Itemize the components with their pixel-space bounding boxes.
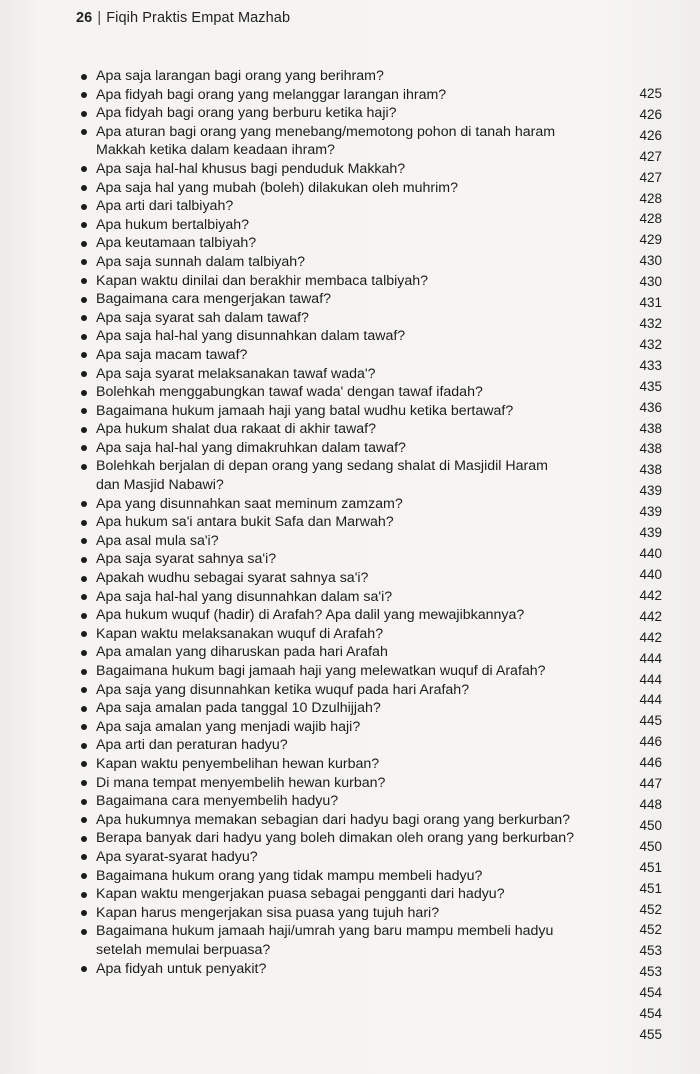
toc-item (80, 569, 600, 588)
toc-item-text: Makkah ketika dalam keadaan ihram? (96, 142, 335, 159)
toc-item-text: Apa hukum wuquf (hadir) di Arafah? Apa dalil yang mewajibkannya? (96, 607, 525, 624)
toc-item-text: Di mana tempat menyembelih hewan kurban? (96, 774, 386, 791)
toc-page-number: 454 (639, 985, 662, 1001)
toc-page-number: 425 (639, 86, 662, 101)
toc-page-number: 444 (639, 650, 662, 666)
toc-item (80, 550, 600, 569)
toc-page-number: 429 (639, 232, 662, 248)
toc-page-number: 453 (639, 964, 662, 980)
toc-item (80, 625, 600, 644)
toc-item (80, 290, 600, 309)
toc-item-text: Bagaimana hukum bagi jamaah haji yang melewatkan wuquf di Arafah? (96, 663, 546, 679)
toc-item-text: Apa saja hal-hal yang disunnahkan dalam tawaf? (96, 328, 406, 345)
toc-item (80, 848, 600, 867)
toc-item-text: Apa amalan yang diharuskan pada hari Arafah (96, 644, 388, 661)
toc-item-text: Kapan waktu mengerjakan puasa sebagai pengganti dari hadyu? (96, 886, 505, 903)
toc-page-number: 428 (639, 190, 662, 206)
toc-page-number: 447 (639, 776, 662, 792)
toc-item (80, 718, 600, 737)
toc-item (80, 420, 600, 439)
toc-item (80, 755, 600, 774)
toc-page-number: 427 (639, 148, 662, 164)
toc-item (80, 867, 600, 886)
toc-page-number: 451 (639, 880, 662, 896)
toc-item-text: Apa keutamaan talbiyah? (96, 235, 257, 252)
toc-item (80, 439, 600, 458)
toc-item-text: Apa fidyah bagi orang yang melanggar larangan ihram? (96, 86, 447, 103)
toc-item (80, 736, 600, 755)
toc-item-text: Apa saja hal-hal yang disunnahkan dalam sa'i? (96, 588, 393, 605)
toc-item (80, 792, 600, 811)
toc-item (80, 662, 600, 681)
toc-item-text: Apa arti dan peraturan hadyu? (96, 737, 288, 754)
toc-page-number: 455 (639, 1027, 662, 1042)
toc-item-text: Kapan waktu dinilai dan berakhir membaca talbiyah? (96, 272, 429, 289)
toc-item-text: Apa saja syarat sahnya sa'i? (96, 551, 277, 568)
toc-page-number: 426 (639, 127, 662, 143)
toc-item (80, 681, 600, 700)
toc-item (80, 606, 600, 625)
toc-item-text: Apa saja sunnah dalam talbiyah? (96, 253, 306, 270)
toc-page-number: 446 (639, 734, 662, 750)
toc-item (80, 272, 600, 291)
toc-item (80, 774, 600, 793)
toc-item (80, 86, 600, 105)
toc-item-text: Apa saja macam tawaf? (96, 346, 248, 363)
toc-item (80, 216, 600, 235)
toc-item (80, 699, 600, 718)
toc-item (80, 67, 600, 86)
toc-page-number: 435 (639, 378, 662, 394)
toc-page-number: 439 (639, 525, 662, 541)
toc-page-number: 430 (639, 274, 662, 290)
toc-item (80, 513, 600, 532)
toc-page-number: 453 (639, 943, 662, 959)
toc-page-number: 445 (639, 713, 662, 729)
toc-page-number: 431 (639, 295, 662, 311)
running-header (76, 10, 290, 26)
toc-page-number: 432 (639, 336, 662, 352)
toc-item-text: dan Masjid Nabawi? (96, 477, 224, 494)
toc-item-text: Apa hukum bertalbiyah? (96, 216, 250, 233)
toc-item-text: Apa saja amalan pada tanggal 10 Dzulhijjah? (96, 700, 381, 717)
toc-page-number: 444 (639, 692, 662, 708)
toc-item-text: Bagaimana cara menyembelih hadyu? (96, 793, 339, 810)
toc-item (80, 904, 600, 923)
toc-item (80, 346, 600, 365)
toc-item-text: setelah memulai berpuasa? (96, 941, 271, 958)
toc-item-text: Apa saja larangan bagi orang yang berihram? (96, 68, 384, 84)
toc-page-number: 442 (639, 629, 662, 645)
toc-item (80, 179, 600, 198)
toc-item (80, 383, 600, 402)
toc-item-text: Kapan waktu melaksanakan wuquf di Arafah? (96, 625, 384, 642)
toc-page-number: 452 (639, 922, 662, 938)
toc-page-number: 450 (639, 817, 662, 833)
toc-item-text: Apa yang disunnahkan saat meminum zamzam? (96, 495, 403, 512)
toc-item-text: Apa fidyah bagi orang yang berburu ketika haji? (96, 105, 397, 122)
book-title: Fiqih Praktis Empat Mazhab (106, 10, 291, 26)
toc-page-number: 430 (639, 253, 662, 269)
toc-page-number: 442 (639, 587, 662, 603)
toc-item (80, 197, 600, 216)
page-number-column (600, 0, 670, 1074)
toc-item-text: Apa arti dari talbiyah? (96, 198, 234, 215)
page-number: 26 (76, 10, 93, 26)
toc-item (80, 532, 600, 551)
toc-page-number: 439 (639, 504, 662, 520)
toc-item-text: Apa saja yang disunnahkan ketika wuquf pada hari Arafah? (96, 681, 470, 698)
toc-item (80, 885, 600, 904)
toc-page-number: 432 (639, 316, 662, 332)
toc-page-number: 440 (639, 566, 662, 582)
toc-item-text: Bolehkah berjalan di depan orang yang sedang shalat di Masjidil Haram (96, 458, 548, 475)
toc-item (80, 104, 600, 123)
toc-page-number: 440 (639, 546, 662, 562)
toc-item (80, 365, 600, 384)
toc-page-number: 451 (639, 859, 662, 875)
toc-page-number: 426 (639, 106, 662, 122)
toc-item-text: Kapan waktu penyembelihan hewan kurban? (96, 755, 380, 772)
toc-item (80, 309, 600, 328)
toc-item-text: Apa hukum shalat dua rakaat di akhir tawaf? (96, 421, 376, 438)
toc-item-text: Apa saja syarat sah dalam tawaf? (96, 309, 309, 326)
toc-page-number: 444 (639, 671, 662, 687)
toc-item-text: Apa saja hal-hal yang dimakruhkan dalam tawaf? (96, 439, 406, 456)
header-separator: | (97, 10, 102, 26)
toc-item-text: Apa saja amalan yang menjadi wajib haji? (96, 718, 361, 735)
toc-item-text: Apa aturan bagi orang yang menebang/memotong pohon di tanah haram (96, 123, 556, 140)
toc-page-number: 433 (639, 357, 662, 373)
toc-item-text: Berapa banyak dari hadyu yang boleh dimakan oleh orang yang berkurban? (96, 830, 574, 847)
toc-item (80, 160, 600, 179)
toc-item-text: Apa saja syarat melaksanakan tawaf wada'? (96, 365, 376, 382)
toc-item-text: Bagaimana cara mengerjakan tawaf? (96, 291, 332, 308)
toc-page-number: 438 (639, 462, 662, 478)
toc-page-number: 438 (639, 441, 662, 457)
toc-item-text: Bagaimana hukum jamaah haji/umrah yang baru mampu membeli hadyu (96, 923, 554, 940)
toc-item-text: Bagaimana hukum jamaah haji yang batal wudhu ketika bertawaf? (96, 402, 514, 419)
toc-page-number: 448 (639, 796, 662, 812)
toc-item-text: Apa syarat-syarat hadyu? (96, 848, 258, 865)
toc-item (80, 327, 600, 346)
toc-page-number: 438 (639, 420, 662, 436)
toc-page-number: 442 (639, 608, 662, 624)
toc-item-text: Apa fidyah untuk penyakit? (96, 960, 267, 977)
toc-page-number: 450 (639, 838, 662, 854)
toc-item-text: Kapan harus mengerjakan sisa puasa yang tujuh hari? (96, 904, 440, 921)
toc-page-number: 427 (639, 169, 662, 185)
toc-page-number: 436 (639, 399, 662, 415)
toc-item (80, 495, 600, 514)
toc-item-text: Apa hukumnya memakan sebagian dari hadyu bagi orang yang berkurban? (96, 811, 571, 828)
toc-page-number: 446 (639, 755, 662, 771)
toc-item (80, 960, 600, 979)
toc-page-number: 439 (639, 483, 662, 499)
toc-item (80, 922, 600, 959)
toc-item (80, 123, 600, 160)
toc-item (80, 253, 600, 272)
toc-item-text: Apa saja hal yang mubah (boleh) dilakukan oleh muhrim? (96, 179, 458, 196)
toc-item (80, 811, 600, 830)
toc-item (80, 234, 600, 253)
toc-item (80, 457, 600, 494)
table-of-contents (80, 67, 600, 978)
toc-item-text: Apa saja hal-hal khusus bagi penduduk Makkah? (96, 160, 406, 177)
toc-page-number: 428 (639, 211, 662, 227)
toc-item-text: Bagaimana hukum orang yang tidak mampu membeli hadyu? (96, 867, 483, 884)
toc-item (80, 588, 600, 607)
toc-item-text: Apakah wudhu sebagai syarat sahnya sa'i? (96, 570, 369, 587)
toc-page-number: 454 (639, 1006, 662, 1022)
toc-page-number: 452 (639, 901, 662, 917)
toc-item (80, 643, 600, 662)
toc-item (80, 402, 600, 421)
toc-item-text: Apa hukum sa'i antara bukit Safa dan Marwah? (96, 514, 394, 531)
toc-item (80, 829, 600, 848)
toc-item-text: Apa asal mula sa'i? (96, 532, 219, 549)
toc-item-text: Bolehkah menggabungkan tawaf wada' dengan tawaf ifadah? (96, 384, 483, 401)
